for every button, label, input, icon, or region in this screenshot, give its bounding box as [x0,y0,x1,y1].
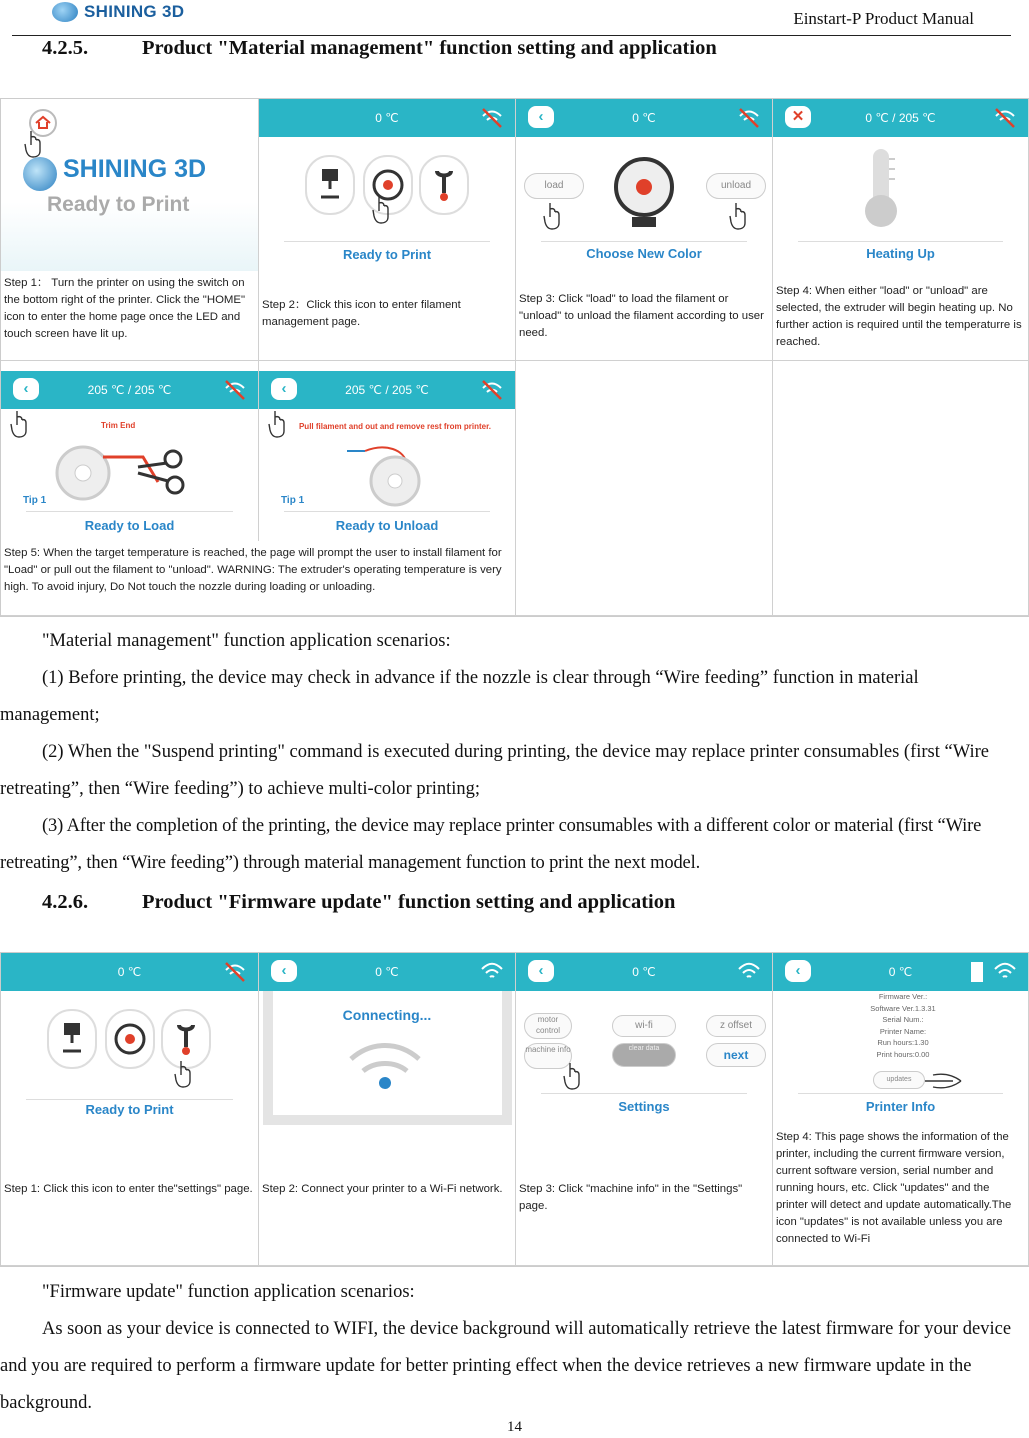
globe-logo-icon [52,2,78,22]
pointer-hand-icon [267,409,289,439]
scenario-paragraph: As soon as your device is connected to WIFI, the device background will automatically retrieve the latest firmware for your device and you are required to perform a firmware update for better printing effect when the device retrieves a new firmware update in the background. [0,1319,1012,1413]
back-button[interactable]: ‹ [785,960,811,982]
scenarios-heading: "Firmware update" function application scenarios: [42,1282,415,1302]
globe-logo-icon [23,157,57,191]
pointer-hand-icon [562,1061,584,1091]
temperature-readout: 0 ℃ [375,965,399,979]
wifi-icon [479,959,505,985]
pointer-hand-icon [173,1059,195,1089]
firmware-steps-figure [0,952,1029,1267]
empty-cell [773,361,1029,616]
splash-brand: SHINING 3D [63,155,207,183]
section-title: Product "Firmware update" function setting and application [142,891,676,913]
unload-button[interactable]: unload [706,173,766,199]
motor-control-button[interactable]: motor control [524,1013,572,1039]
info-line: Software Ver.1.3.31 [870,1003,936,1013]
settings-wrench-icon [419,155,469,215]
pointer-hand-icon [728,201,750,231]
temperature-readout: 0 ℃ [117,965,142,979]
screen-caption: Settings [618,1099,670,1114]
wifi-off-icon [479,377,505,403]
section-heading-firmware [42,891,675,914]
scenarios-heading: "Material management" function application scenarios: [42,631,451,651]
section-number: 4.2.5. [42,37,89,59]
load-button[interactable]: load [524,173,584,199]
step-text: Step 2: Connect your printer to a Wi-Fi network. [262,1183,503,1195]
back-button[interactable]: ‹ [13,378,39,400]
temperature-readout: 0 ℃ [632,965,656,979]
spool-icon [612,155,676,231]
section-number: 4.2.6. [42,891,89,913]
panel-step5-text [1,541,516,616]
tip-label: Tip 1 [23,495,47,506]
info-line: Printer Name: [879,1026,927,1036]
scenario-paragraph: (1) Before printing, the device may check in advance if the nozzle is clear through “Wire feeding” function in material management; [0,668,919,725]
wifi-off-icon [992,105,1018,131]
screen-caption: Ready to Load [84,518,175,533]
info-line: Run hours:1.30 [877,1038,929,1047]
wifi-off-icon [222,959,248,985]
step-text: Step 5: When the target temperature is reached, the page will prompt the user to install filament for "Load" or pull out the filament to "unload". WARNING: The extruder's operating temperature is very high. To avoid injury, Do Not touch the nozzle during loading or unloading. [4,547,502,593]
pointer-hand-icon [23,129,45,159]
step-text: Step 3: Click "load" to load the filament or "unload" to unload the filament according to user need. [519,293,764,339]
wifi-off-icon [222,377,248,403]
panel-fw-step3 [516,953,773,1266]
section-heading-material [42,37,717,60]
panel-fw-step1 [1,953,259,1266]
temperature-readout: 205 ℃ / 205 ℃ [87,383,172,397]
screen-caption: Ready to Unload [335,518,439,533]
empty-cell [516,361,773,616]
screen-caption: Printer Info [865,1099,936,1114]
back-button[interactable]: ‹ [271,960,297,982]
back-button[interactable]: ‹ [528,106,554,128]
tip-label: Tip 1 [281,495,305,506]
info-line: Print hours:0.00 [876,1049,930,1059]
temperature-readout: 0 ℃ [375,111,399,125]
step-text: Step 1: Click this icon to enter the"settings" page. [4,1183,253,1195]
temperature-readout: 0 ℃ [632,111,656,125]
wifi-off-icon [736,105,762,131]
print-icon [47,1009,97,1069]
note-text: Trim End [101,421,136,430]
scenarios-block-material [0,623,1019,882]
back-button[interactable]: ‹ [271,378,297,400]
step-text: Step 4: This page shows the information of the printer, including the current firmware version, current software version, serial number and running hours, etc. Click "updates" and the printer will detect and update automatically.The icon "updates" is not available unless you are connected to Wi-Fi [776,1131,1012,1245]
note-text: Pull filament and out and remove rest from printer. [298,422,492,431]
wifi-connecting-icon [345,1037,425,1093]
sd-card-icon [970,961,984,983]
screen-caption: Heating Up [866,246,935,261]
printer-info-list [833,991,973,1060]
wifi-icon [992,959,1018,985]
thermometer-icon [861,145,901,229]
temperature-readout: 0 ℃ [888,965,913,979]
back-button[interactable]: ‹ [528,960,554,982]
pointer-hand-icon [923,1071,963,1091]
scenarios-block-firmware [0,1274,1019,1422]
panel-step4 [773,99,1029,361]
scissors-filament-icon [53,437,203,507]
connecting-text: Connecting... [342,1007,432,1023]
panel-step1 [1,99,259,361]
info-line: Serial Num.: [882,1015,924,1024]
splash-subtitle: Ready to Print [47,193,190,216]
next-button[interactable]: next [706,1043,766,1067]
manual-title: Einstart-P Product Manual [793,9,974,28]
wifi-button[interactable]: wi-fi [612,1015,676,1037]
temperature-readout: 205 ℃ / 205 ℃ [345,383,429,397]
step-text: Step 4: When either "load" or "unload" are selected, the extruder will begin heating up. No further action is required until the temperaturre is reached. [776,285,1022,348]
temperature-readout: 0 ℃ / 205 ℃ [865,111,936,125]
print-icon [305,155,355,215]
spool-unload-icon [345,445,435,511]
updates-button[interactable]: updates [873,1071,925,1089]
info-line: Firmware Ver.: [878,992,928,1001]
scenario-paragraph: (2) When the "Suspend printing" command is executed during printing, the device may replace printer consumables (first “Wire retreating”, then “Wire feeding”) to achieve multi-color printing; [0,742,989,799]
wifi-icon [736,959,762,985]
panel-unload [259,361,516,541]
panel-fw-step4 [773,953,1029,1266]
material-steps-figure [0,98,1029,617]
scenario-paragraph: (3) After the completion of the printing, the device may replace printer consumables with a different color or material (first “Wire retreating”, then “Wire feeding”) through material management function to print the next model. [0,816,982,873]
page-number: 14 [507,1419,522,1435]
section-title: Product "Material management" function setting and application [142,37,717,59]
pointer-hand-icon [9,409,31,439]
pointer-hand-icon [542,201,564,231]
brand-logo [52,0,212,24]
header-divider [12,35,1011,36]
panel-load [1,361,259,541]
panel-step2 [259,99,516,361]
screen-caption: Ready to Print [342,247,432,262]
logo-text: SHINING 3D [84,2,185,21]
pointer-hand-icon [371,195,393,225]
step-text: Step 2：Click this icon to enter filament management page. [262,299,461,328]
filament-icon [105,1009,155,1069]
wifi-off-icon [479,105,505,131]
z-offset-button[interactable]: z offset [706,1015,766,1037]
panel-fw-step2 [259,953,516,1266]
screen-caption: Ready to Print [85,1102,174,1117]
step-text: Step 3: Click "machine info" in the "Settings" page. [519,1183,743,1212]
panel-step3 [516,99,773,361]
step-text: Step 1： Turn the printer on using the switch on the bottom right of the printer. Click the "HOME" icon to enter the home page once the LED and touch screen have lit up. [4,277,246,340]
screen-caption: Choose New Color [586,246,702,261]
close-button[interactable]: ✕ [785,106,811,128]
clear-data-button[interactable]: clear data [612,1043,676,1067]
machine-info-button[interactable]: machine info [524,1043,572,1069]
